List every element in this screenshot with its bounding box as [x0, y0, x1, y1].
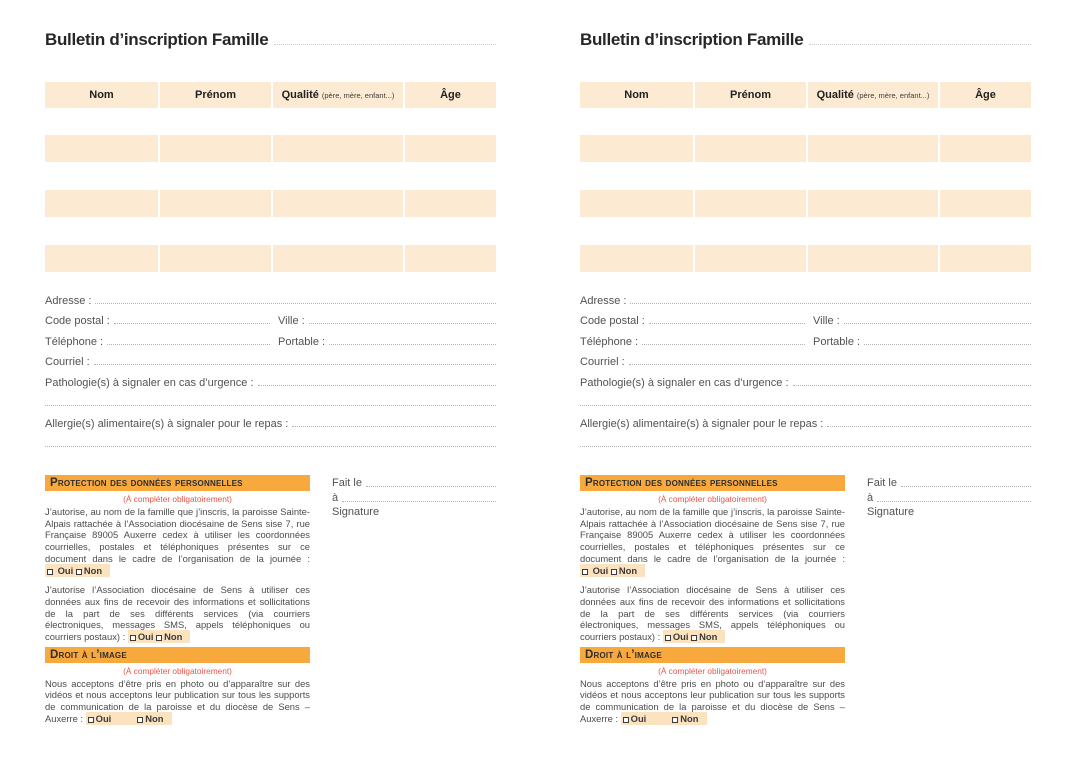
table-header-row	[45, 82, 496, 108]
field-label-code-postal: Code postal :	[45, 315, 110, 327]
ville-fill-line[interactable]	[309, 323, 496, 324]
table-header-prenom	[695, 82, 806, 108]
table-header-age	[940, 82, 1031, 108]
checkbox-non-icon[interactable]	[611, 569, 617, 575]
adresse-fill-line[interactable]	[95, 303, 496, 304]
checkbox-oui-icon[interactable]	[130, 635, 136, 641]
field-label-code-postal: Code postal :	[580, 315, 645, 327]
a-fill-line[interactable]	[342, 501, 496, 502]
field-row-codepostal-ville	[580, 307, 1031, 328]
non-label: Non	[618, 564, 638, 576]
form-copy-right	[580, 30, 1031, 733]
checkbox-oui-icon[interactable]	[582, 569, 588, 575]
table-header-label: Prénom	[195, 89, 236, 101]
oui-non-choice	[128, 630, 190, 643]
privacy-paragraph-2	[580, 584, 845, 643]
pathologie-fill-line[interactable]	[793, 385, 1031, 386]
portable-fill-line[interactable]	[864, 344, 1031, 345]
oui-label: Oui	[630, 712, 647, 724]
table-cell-qualite[interactable]	[273, 190, 403, 217]
fait-le-row	[867, 475, 1031, 489]
table-cell-nom[interactable]	[45, 135, 158, 162]
form-title: Bulletin d’inscription Famille	[580, 30, 804, 49]
fait-le-fill-line[interactable]	[366, 486, 496, 487]
table-cell-nom[interactable]	[580, 245, 693, 272]
field-row-pathologie-continuation	[45, 389, 496, 410]
table-cell-qualite[interactable]	[808, 190, 938, 217]
image-rights-mandatory-note: (À compléter obligatoirement)	[123, 665, 232, 676]
table-header-qualite	[273, 82, 403, 108]
field-label-pathologie: Pathologie(s) à signaler en cas d’urgence :	[45, 376, 254, 389]
privacy-paragraph-1-text: J’autorise, au nom de la famille que j’inscris, la paroisse Sainte-Alpais rattachée à l’Association diocésaine de Sens sise 7, rue Française 89005 Auxerre cedex à utiliser les coordonnées courrielles, postales et téléphoniques présentes sur ce document dans le cadre de l’organisation de la journée :	[45, 506, 310, 564]
table-row	[580, 190, 1031, 217]
field-row-adresse	[45, 286, 496, 307]
portable-fill-line[interactable]	[329, 344, 496, 345]
checkbox-non-icon[interactable]	[76, 569, 82, 575]
signature-column	[867, 475, 1031, 733]
ville-fill-line[interactable]	[844, 323, 1031, 324]
privacy-section-title: Protection des données personnelles	[585, 477, 778, 489]
image-rights-paragraph	[45, 678, 310, 725]
family-table	[45, 82, 496, 272]
table-row	[580, 245, 1031, 272]
oui-non-choice	[663, 630, 725, 643]
title-dotted-line	[274, 44, 496, 45]
privacy-mandatory-note: (À compléter obligatoirement)	[123, 494, 232, 504]
signature-label: Signature	[332, 506, 380, 518]
table-cell-prenom[interactable]	[160, 135, 271, 162]
field-row-courriel	[580, 348, 1031, 369]
fait-le-label: Fait le	[332, 477, 362, 489]
field-label-telephone: Téléphone :	[45, 335, 104, 348]
field-label-courriel: Courriel :	[45, 356, 90, 368]
checkbox-oui-icon[interactable]	[623, 717, 629, 723]
privacy-paragraph-1	[580, 506, 845, 576]
privacy-paragraph-1-text: J’autorise, au nom de la famille que j’inscris, la paroisse Sainte-Alpais rattachée à l’Association diocésaine de Sens sise 7, rue Française 89005 Auxerre cedex à utiliser les coordonnées courrielles, postales et téléphoniques présentes sur ce document dans le cadre de l’organisation de la journée :	[580, 506, 845, 564]
allergie-fill-line-2[interactable]	[45, 446, 496, 447]
a-row	[867, 490, 1031, 504]
form-copy-left	[45, 30, 496, 733]
oui-non-choice	[621, 712, 707, 725]
table-header-label: Âge	[440, 89, 461, 101]
form-header	[580, 30, 1031, 50]
table-header-prenom	[160, 82, 271, 108]
table-cell-age[interactable]	[940, 245, 1031, 272]
pathologie-fill-line-2[interactable]	[45, 405, 496, 406]
bottom-section	[580, 475, 1031, 733]
checkbox-oui-icon[interactable]	[665, 635, 671, 641]
a-label: à	[332, 492, 339, 504]
table-cell-age[interactable]	[405, 245, 496, 272]
courriel-fill-line[interactable]	[629, 364, 1031, 365]
field-row-pathologie	[45, 368, 496, 389]
section-header-image-rights	[45, 647, 310, 663]
code-postal-fill-line[interactable]	[649, 323, 805, 324]
checkbox-non-icon[interactable]	[137, 717, 143, 723]
table-header-age	[405, 82, 496, 108]
field-row-allergie	[45, 409, 496, 430]
table-cell-qualite[interactable]	[273, 245, 403, 272]
table-cell-qualite[interactable]	[808, 245, 938, 272]
oui-label: Oui	[95, 712, 112, 724]
table-cell-age[interactable]	[940, 190, 1031, 217]
table-cell-prenom[interactable]	[695, 135, 806, 162]
field-label-allergie: Allergie(s) alimentaire(s) à signaler pour le repas :	[580, 417, 824, 430]
signature-label: Signature	[867, 506, 915, 518]
table-cell-nom[interactable]	[45, 245, 158, 272]
a-label: à	[867, 492, 874, 504]
pathologie-fill-line[interactable]	[258, 385, 496, 386]
checkbox-non-icon[interactable]	[156, 635, 162, 641]
checkbox-non-icon[interactable]	[672, 717, 678, 723]
image-rights-section-title: Droit à l’image	[50, 648, 127, 661]
field-row-pathologie	[580, 368, 1031, 389]
field-label-adresse: Adresse :	[580, 294, 627, 307]
table-row	[45, 135, 496, 162]
table-header-label: Nom	[89, 89, 114, 101]
form-header	[45, 30, 496, 50]
table-cell-qualite[interactable]	[808, 135, 938, 162]
field-label-ville: Ville :	[813, 315, 840, 327]
table-header-label: Prénom	[730, 89, 771, 101]
oui-label: Oui	[672, 631, 689, 643]
table-header-note: (père, mère, enfant...)	[856, 90, 930, 100]
non-label: Non	[699, 631, 718, 643]
privacy-paragraph-2-text: J’autorise l’Association diocésaine de Sens à utiliser ces données aux fins de recevoir des informations et sollicitations de la part de ses différents services (via courriers électroniques, messages SMS, appels téléphoniques ou courriers postaux) :	[45, 584, 310, 643]
courriel-fill-line[interactable]	[94, 364, 496, 365]
table-cell-age[interactable]	[940, 135, 1031, 162]
pathologie-fill-line-2[interactable]	[580, 405, 1031, 406]
section-header-privacy	[45, 475, 310, 491]
table-cell-nom[interactable]	[580, 190, 693, 217]
oui-non-choice	[580, 564, 645, 577]
table-header-label: Âge	[975, 89, 996, 101]
title-dotted-line	[809, 44, 1031, 45]
fait-le-row	[332, 475, 496, 489]
field-label-adresse: Adresse :	[45, 294, 92, 307]
table-cell-qualite[interactable]	[273, 135, 403, 162]
checkbox-non-icon[interactable]	[691, 635, 697, 641]
legal-column	[580, 475, 845, 733]
table-header-nom	[45, 82, 158, 108]
oui-label: Oui	[592, 564, 609, 576]
table-cell-nom[interactable]	[45, 190, 158, 217]
table-row	[45, 190, 496, 217]
telephone-fill-line[interactable]	[642, 344, 805, 345]
image-rights-paragraph-text: Nous acceptons d’être pris en photo ou d’apparaître sur des vidéos et nous acceptons leur publication sur tous les supports de communication de la paroisse et du diocèse de Sens – Auxerre :	[580, 677, 845, 724]
privacy-paragraph-1	[45, 506, 310, 576]
section-header-privacy	[580, 475, 845, 491]
field-label-portable: Portable :	[813, 335, 861, 348]
a-row	[332, 490, 496, 504]
oui-non-choice	[86, 712, 172, 725]
oui-label: Oui	[137, 631, 154, 643]
table-row	[45, 245, 496, 272]
non-label: Non	[164, 631, 183, 643]
table-cell-prenom[interactable]	[695, 245, 806, 272]
privacy-paragraph-2-text: J’autorise l’Association diocésaine de Sens à utiliser ces données aux fins de recevoir des informations et sollicitations de la part de ses différents services (via courriers électroniques, messages SMS, appels téléphoniques ou courriers postaux) :	[580, 584, 845, 643]
table-row	[580, 135, 1031, 162]
field-label-ville: Ville :	[278, 315, 305, 327]
family-table	[580, 82, 1031, 272]
field-label-telephone: Téléphone :	[580, 335, 639, 348]
field-label-allergie: Allergie(s) alimentaire(s) à signaler pour le repas :	[45, 417, 289, 430]
oui-non-choice	[45, 564, 110, 577]
non-label: Non	[83, 564, 103, 576]
telephone-fill-line[interactable]	[107, 344, 270, 345]
bottom-section	[45, 475, 496, 733]
contact-fields	[580, 286, 1031, 450]
field-row-allergie-continuation	[580, 430, 1031, 451]
non-label: Non	[680, 712, 699, 724]
table-cell-nom[interactable]	[580, 135, 693, 162]
field-row-courriel	[45, 348, 496, 369]
field-row-telephone-portable	[45, 327, 496, 348]
allergie-fill-line[interactable]	[292, 426, 496, 427]
table-header-label: Nom	[624, 89, 649, 101]
field-label-courriel: Courriel :	[580, 356, 625, 368]
privacy-paragraph-2	[45, 584, 310, 643]
checkbox-oui-icon[interactable]	[88, 717, 94, 723]
allergie-fill-line-2[interactable]	[580, 446, 1031, 447]
field-row-pathologie-continuation	[580, 389, 1031, 410]
field-row-codepostal-ville	[45, 307, 496, 328]
privacy-section-title: Protection des données personnelles	[50, 477, 243, 489]
field-label-portable: Portable :	[278, 335, 326, 348]
field-row-allergie	[580, 409, 1031, 430]
table-cell-prenom[interactable]	[160, 245, 271, 272]
image-rights-paragraph-text: Nous acceptons d’être pris en photo ou d’apparaître sur des vidéos et nous acceptons leur publication sur tous les supports de communication de la paroisse et du diocèse de Sens – Auxerre :	[45, 677, 310, 724]
field-row-adresse	[580, 286, 1031, 307]
table-header-label: Qualité	[816, 89, 854, 101]
adresse-fill-line[interactable]	[630, 303, 1031, 304]
fait-le-fill-line[interactable]	[901, 486, 1031, 487]
table-cell-prenom[interactable]	[160, 190, 271, 217]
table-header-nom	[580, 82, 693, 108]
table-header-label: Qualité	[281, 89, 319, 101]
image-rights-mandatory-note: (À compléter obligatoirement)	[658, 665, 767, 676]
form-title: Bulletin d’inscription Famille	[45, 30, 269, 49]
allergie-fill-line[interactable]	[827, 426, 1031, 427]
table-cell-age[interactable]	[405, 190, 496, 217]
field-label-pathologie: Pathologie(s) à signaler en cas d’urgence :	[580, 376, 789, 389]
section-header-image-rights	[580, 647, 845, 663]
checkbox-oui-icon[interactable]	[47, 569, 53, 575]
field-row-allergie-continuation	[45, 430, 496, 451]
a-fill-line[interactable]	[877, 501, 1031, 502]
field-row-telephone-portable	[580, 327, 1031, 348]
table-header-row	[580, 82, 1031, 108]
image-rights-paragraph	[580, 678, 845, 725]
contact-fields	[45, 286, 496, 450]
code-postal-fill-line[interactable]	[114, 323, 270, 324]
non-label: Non	[145, 712, 164, 724]
table-cell-prenom[interactable]	[695, 190, 806, 217]
fait-le-label: Fait le	[867, 477, 897, 489]
image-rights-section-title: Droit à l’image	[585, 648, 662, 661]
table-header-qualite	[808, 82, 938, 108]
table-header-note: (père, mère, enfant...)	[321, 90, 395, 100]
legal-column	[45, 475, 310, 733]
oui-label: Oui	[57, 564, 74, 576]
privacy-mandatory-note: (À compléter obligatoirement)	[658, 494, 767, 504]
signature-column	[332, 475, 496, 733]
table-cell-age[interactable]	[405, 135, 496, 162]
